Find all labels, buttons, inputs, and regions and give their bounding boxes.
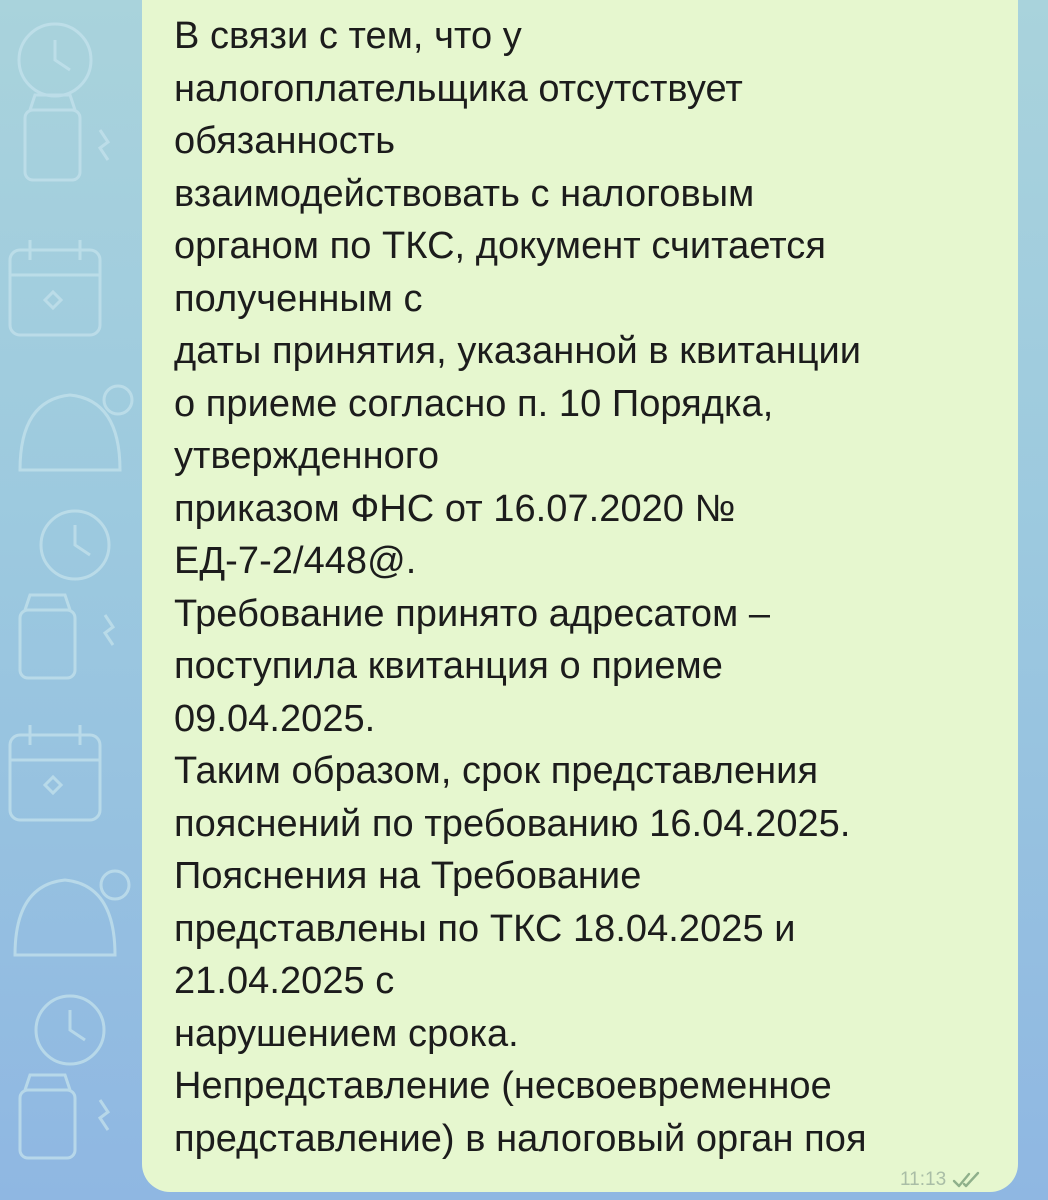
message-line: о приеме согласно п. 10 Порядка,: [174, 382, 774, 425]
message-line: взаимодействовать с налоговым: [174, 172, 755, 215]
chat-background-right-edge: [1034, 0, 1048, 1200]
message-time: 11:13: [900, 1169, 947, 1190]
message-line: поступила квитанция о приеме: [174, 645, 723, 687]
message-line: представление) в налоговый орган поя: [174, 1117, 867, 1160]
message-line: налогоплательщика отсутствует: [174, 67, 743, 110]
message-line: Требование принято адресатом –: [174, 592, 771, 635]
double-check-icon: [952, 1169, 982, 1191]
message-line: В связи с тем, что у: [174, 15, 522, 57]
message-line: представлены по ТКС 18.04.2025 и: [174, 907, 796, 950]
message-line: Непредставление (несвоевременное: [174, 1065, 832, 1107]
message-text: [174, 10, 994, 1165]
message-meta: [900, 1166, 982, 1194]
message-line: 21.04.2025 с: [174, 960, 395, 1002]
message-line: утвержденного: [174, 435, 440, 477]
message-line: Таким образом, срок представления: [174, 750, 819, 792]
message-line: органом по ТКС, документ считается: [174, 225, 826, 267]
message-line: полученным с: [174, 277, 423, 320]
message-line: Пояснения на Требование: [174, 855, 642, 897]
message-line: ЕД-7-2/448@.: [174, 540, 417, 582]
message-line: даты принятия, указанной в квитанции: [174, 330, 862, 372]
message-line: приказом ФНС от 16.07.2020 №: [174, 487, 736, 530]
message-line: обязанность: [174, 120, 396, 162]
message-line: 09.04.2025.: [174, 697, 376, 740]
message-line: пояснений по требованию 16.04.2025.: [174, 802, 851, 845]
message-line: нарушением срока.: [174, 1012, 519, 1055]
